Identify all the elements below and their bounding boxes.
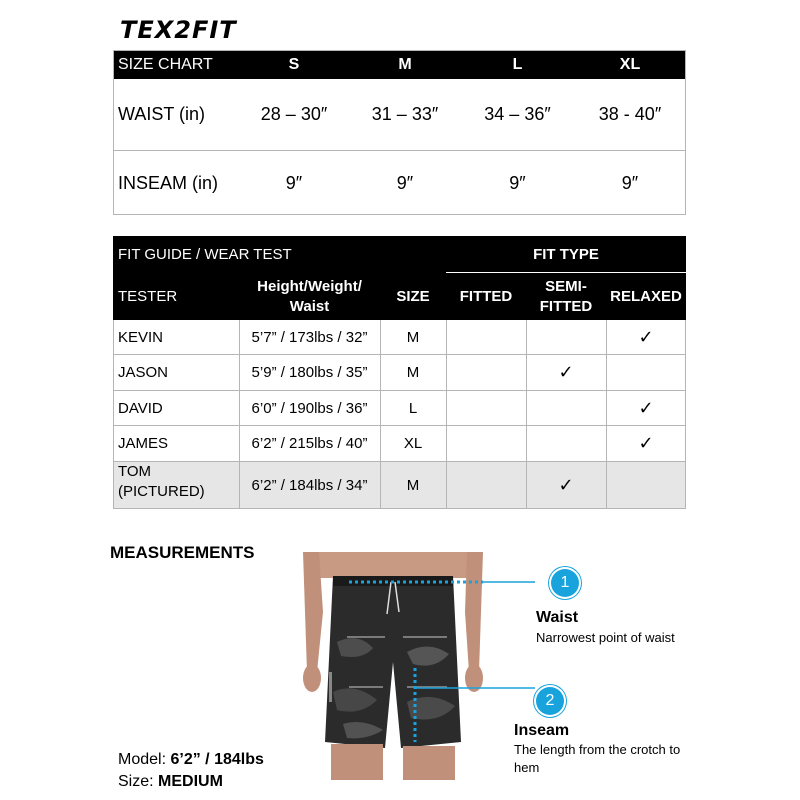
fit-type-label: FIT TYPE [533, 245, 599, 263]
size-chart-waist-s: 28 – 30″ [260, 104, 328, 124]
size-chart-waist-xl: 38 - 40″ [598, 104, 662, 124]
size-chart-waist-m: 31 – 33″ [371, 104, 439, 124]
inseam-callout-badge: 2 [536, 687, 564, 715]
col-semi-fitted [526, 273, 606, 320]
model-info [118, 751, 264, 769]
check-icon: ✓ [558, 362, 574, 382]
stripe [403, 636, 447, 638]
row-divider [113, 508, 686, 509]
size-chart-inseam-xl: 9″ [621, 172, 639, 193]
tester-hww: 5’9” / 180lbs / 35” [251, 364, 368, 381]
col-fitted: FITTED [459, 288, 513, 305]
brand-logo [118, 12, 278, 46]
col-semi-line2: FITTED [539, 297, 593, 315]
size-chart-size-m: M [350, 50, 460, 79]
col-tester: TESTER [118, 288, 178, 305]
tester-name: JAMES [118, 435, 169, 452]
tester-name: DAVID [118, 399, 163, 417]
tester-size: L [408, 399, 418, 417]
inseam-callout-title: Inseam [514, 722, 570, 739]
size-chart-table [113, 50, 686, 215]
col-relaxed: RELAXED [610, 288, 682, 305]
right-arm [465, 552, 483, 672]
tester-name [113, 462, 239, 508]
tester-name: KEVIN [118, 328, 164, 346]
model-photo [303, 552, 483, 780]
stripe [349, 686, 383, 688]
size-value: MEDIUM [158, 773, 223, 790]
model-label: Model: [118, 751, 167, 768]
check-icon: ✓ [638, 433, 654, 453]
col-size: SIZE [396, 288, 430, 305]
tester-hww: 5’7” / 173lbs / 32” [251, 328, 368, 346]
size-chart-waist-l: 34 – 36″ [484, 104, 551, 124]
tester-name: JASON [118, 364, 169, 381]
size-chart-size-xl: XL [574, 50, 686, 79]
shorts [325, 576, 461, 748]
size-label: Size: [118, 773, 154, 790]
tester-hww: 6’2” / 184lbs / 34” [251, 476, 368, 494]
tester-size: XL [403, 435, 423, 452]
torso-skin [313, 552, 473, 578]
left-hand [303, 664, 321, 692]
size-chart-header-label: SIZE CHART [113, 50, 253, 79]
brand-logo-text: TEX2FIT [120, 16, 237, 44]
size-chart-size-l: L [461, 50, 574, 79]
left-arm [303, 552, 323, 672]
model-value: 6’2” / 184lbs [170, 751, 264, 768]
tester-size: M [406, 476, 420, 494]
col-height-weight-waist [239, 273, 380, 320]
size-info [118, 773, 223, 791]
col-semi-line1: SEMI- [545, 277, 587, 295]
inseam-callout-desc-line2: hem [514, 760, 540, 775]
waist-callout-desc: Narrowest point of waist [536, 630, 675, 645]
inseam-callout-desc-line1: The length from the crotch to [514, 742, 681, 757]
tester-name-line2: (PICTURED) [118, 483, 205, 500]
left-leg [331, 744, 383, 780]
size-chart-row-label-waist: WAIST (in) [118, 104, 206, 124]
waist-callout-title: Waist [536, 609, 579, 626]
tester-name-line1: TOM [118, 463, 152, 480]
check-icon: ✓ [558, 474, 574, 495]
waist-callout-badge: 1 [551, 569, 579, 597]
check-icon: ✓ [638, 326, 654, 347]
size-chart-size-s: S [239, 50, 349, 79]
tester-size: M [406, 364, 420, 381]
fit-guide-table [113, 236, 686, 509]
fit-guide-title: FIT GUIDE / WEAR TEST [118, 245, 292, 263]
check-icon: ✓ [638, 397, 654, 418]
measurements-title: MEASUREMENTS [110, 543, 255, 562]
size-chart-inseam-m: 9″ [396, 172, 414, 193]
size-chart-row-label-inseam: INSEAM (in) [118, 172, 219, 193]
col-hww-line1: Height/Weight/ [257, 277, 362, 295]
size-chart-inseam-l: 9″ [509, 172, 526, 193]
right-leg [403, 746, 455, 780]
tester-size: M [406, 328, 420, 346]
tester-hww: 6’2” / 215lbs / 40” [251, 435, 368, 452]
col-hww-line2: Waist [289, 297, 330, 315]
stripe [347, 636, 385, 638]
tester-hww: 6’0” / 190lbs / 36” [251, 399, 368, 417]
zip-pocket [329, 672, 332, 702]
size-chart-inseam-s: 9″ [285, 172, 303, 193]
col-divider [446, 320, 447, 509]
